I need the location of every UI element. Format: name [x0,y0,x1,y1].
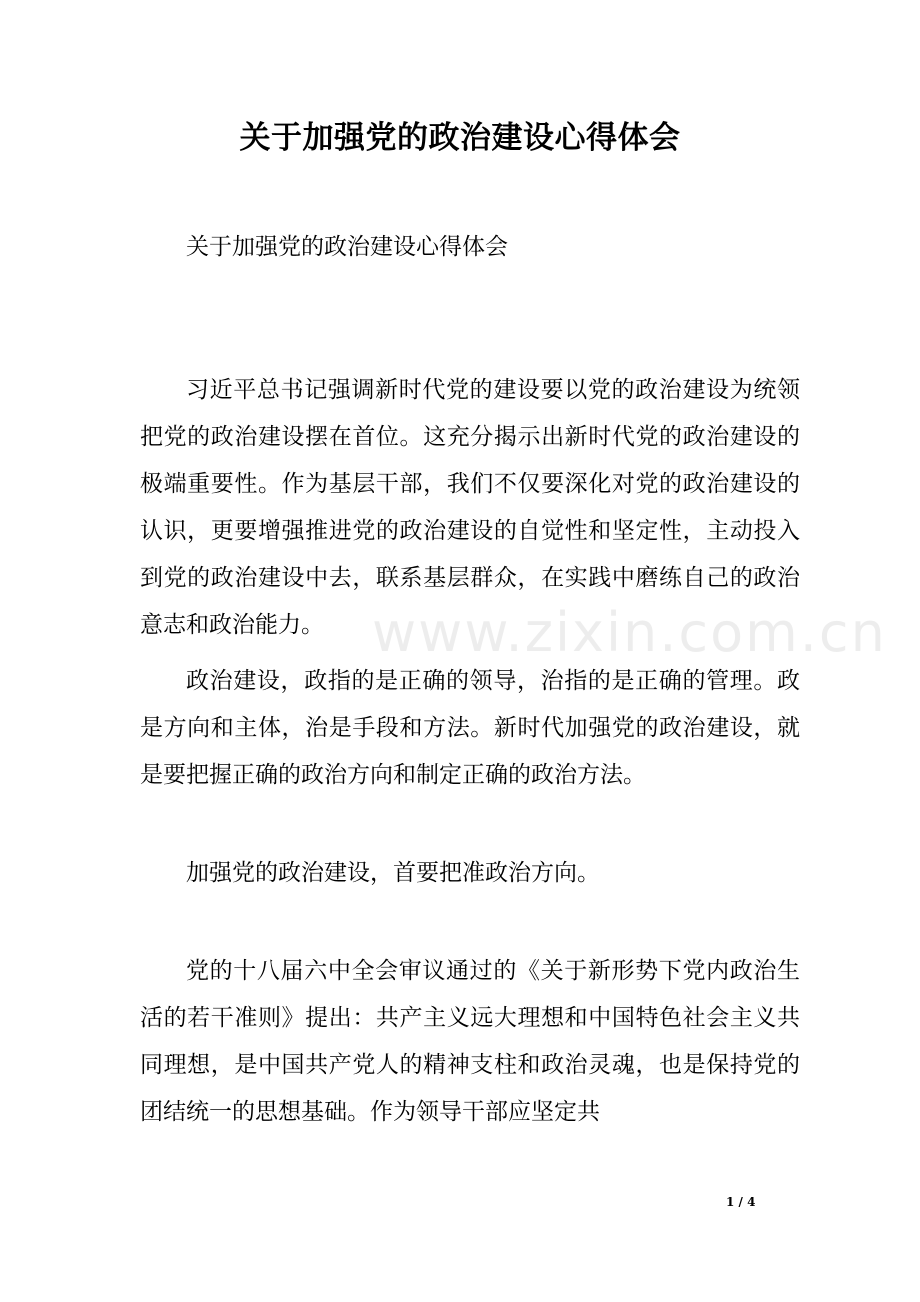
page-number: 1 / 4 [726,1195,756,1209]
paragraph-subtitle: 关于加强党的政治建设心得体会 [186,234,508,260]
paragraph-4: 党的十八届六中全会审议通过的《关于新形势下党内政治生活的若干准则》提出：共产主义远大理想和中国特色社会主义共同理想，是中国共产党人的精神支柱和政治灵魂，也是保持党的团结统一的思想基础。作为领导干部应坚定共 [140,958,800,1125]
paragraph-2: 政治建设，政指的是正确的领导，治指的是正确的管理。政是方向和主体，治是手段和方法。新时代加强党的政治建设，就是要把握正确的政治方向和制定正确的政治方法。 [140,668,800,788]
paragraph-1: 习近平总书记强调新时代党的建设要以党的政治建设为统领把党的政治建设摆在首位。这充分揭示出新时代党的政治建设的极端重要性。作为基层干部，我们不仅要深化对党的政治建设的认识，更要增强推进党的政治建设的自觉性和坚定性，主动投入到党的政治建设中去，联系基层群众，在实践中磨练自己的政治意志和政治能力。 [140,377,800,638]
paragraph-3: 加强党的政治建设，首要把准政治方向。 [186,860,600,886]
watermark-text: www.zixin.com.cn [372,601,887,664]
document-title: 关于加强党的政治建设心得体会 [239,120,681,156]
